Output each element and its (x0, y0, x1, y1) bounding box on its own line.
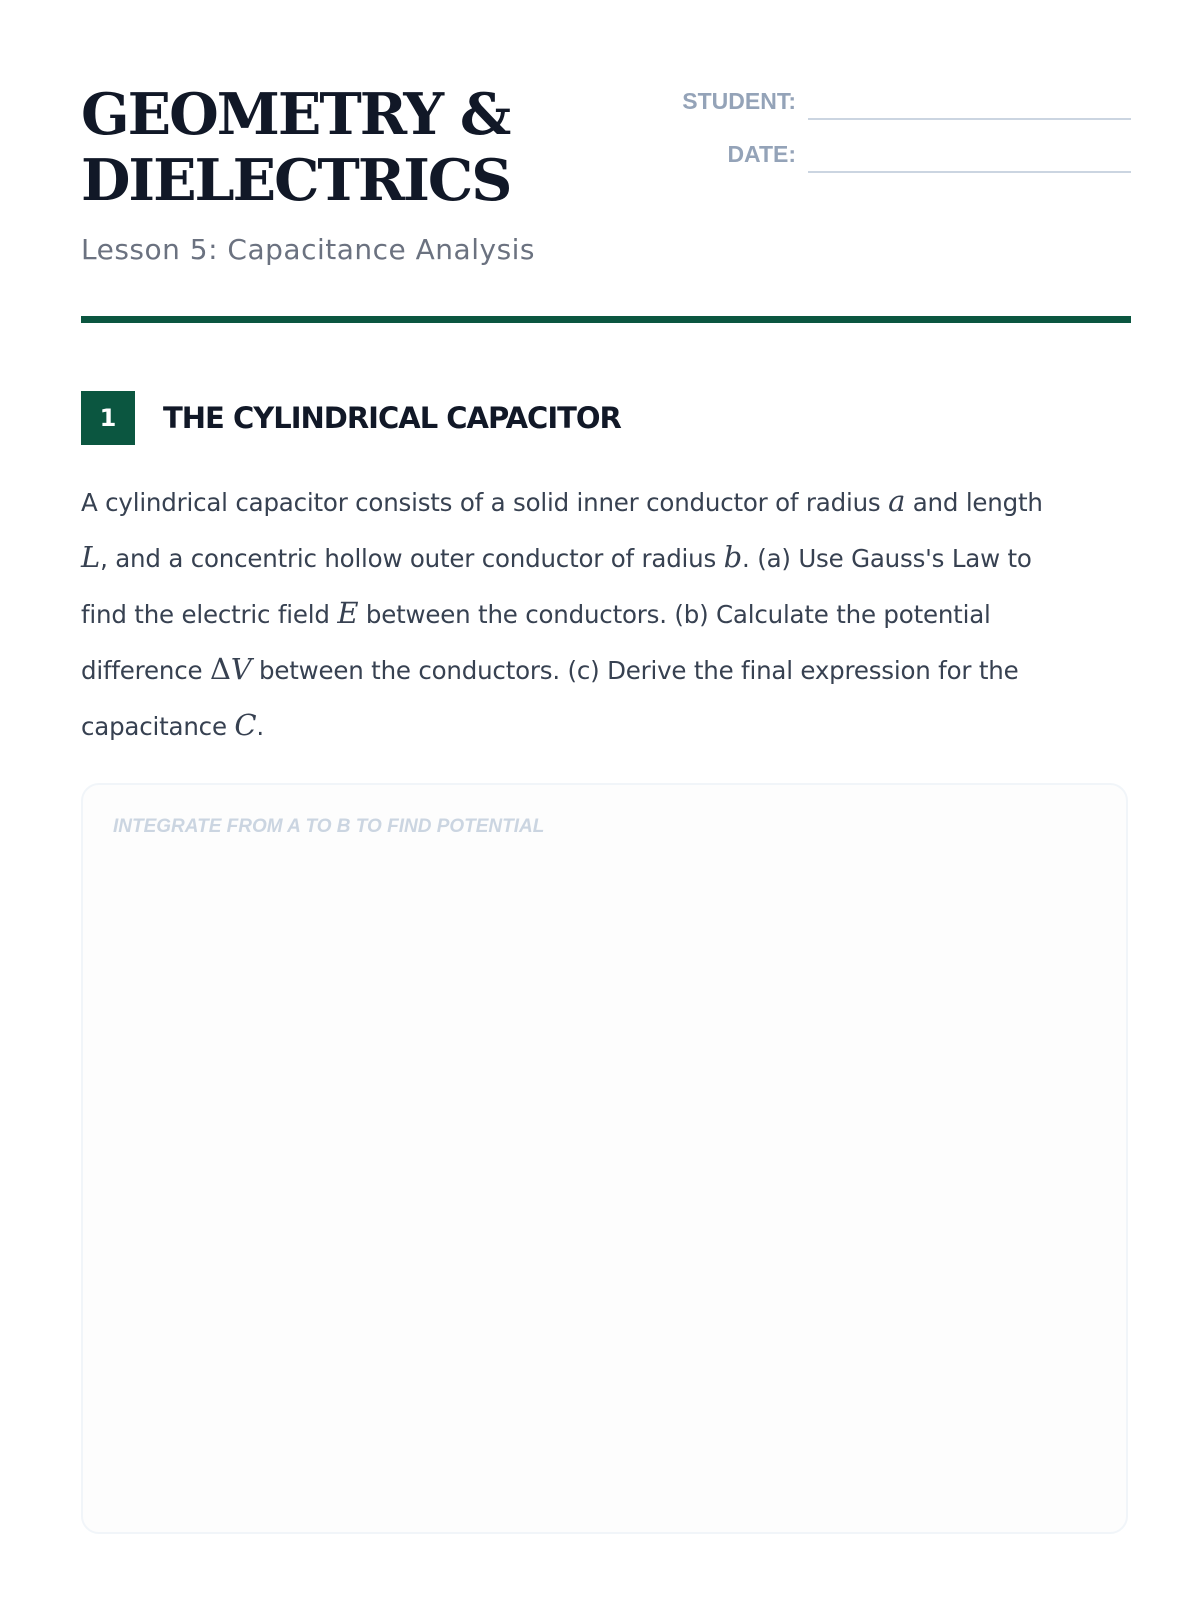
answer-hint: INTEGRATE FROM A TO B TO FIND POTENTIAL (113, 816, 545, 837)
problem-text: capacitance (81, 712, 235, 741)
math-variable-a: a (888, 484, 906, 518)
page-title (81, 82, 621, 214)
page-title-line-2: DIELECTRICS (81, 147, 511, 214)
math-variable-c: C (234, 708, 257, 742)
student-line[interactable] (808, 118, 1131, 120)
problem-text: , and a concentric hollow outer conductor of radius (100, 544, 724, 573)
date-field[interactable] (661, 137, 1131, 171)
lesson-subtitle: Lesson 5: Capacitance Analysis (81, 233, 536, 266)
problem-text: and length (905, 488, 1043, 517)
section-title: THE CYLINDRICAL CAPACITOR (163, 401, 621, 435)
math-variable-b: b (723, 540, 743, 574)
header-divider (81, 316, 1131, 323)
date-label: DATE: (727, 141, 796, 167)
problem-line-4 (81, 642, 1141, 698)
problem-text: . (a) Use Gauss's Law to (742, 544, 1032, 573)
problem-text: . (256, 712, 264, 741)
math-symbol-delta: Δ (209, 652, 231, 686)
problem-line-1 (81, 474, 1141, 530)
page-title-line-1: GEOMETRY & (81, 81, 510, 148)
problem-text: find the electric field (81, 600, 338, 629)
problem-text: A cylindrical capacitor consists of a solid inner conductor of radius (81, 488, 889, 517)
section-number-badge: 1 (81, 391, 135, 445)
problem-text: difference (81, 656, 210, 685)
problem-text: between the conductors. (c) Derive the final expression for the (251, 656, 1019, 685)
student-field[interactable] (661, 84, 1131, 118)
math-variable-v: V (230, 652, 252, 686)
problem-text: between the conductors. (b) Calculate the potential (358, 600, 991, 629)
problem-line-5 (81, 698, 1141, 754)
problem-statement (81, 474, 1141, 754)
math-variable-e: E (337, 596, 359, 630)
student-label: STUDENT: (682, 88, 796, 114)
math-variable-l: L (81, 540, 101, 574)
problem-line-3 (81, 586, 1141, 642)
date-line[interactable] (808, 171, 1131, 173)
problem-line-2 (81, 530, 1141, 586)
answer-area[interactable] (81, 783, 1128, 1534)
